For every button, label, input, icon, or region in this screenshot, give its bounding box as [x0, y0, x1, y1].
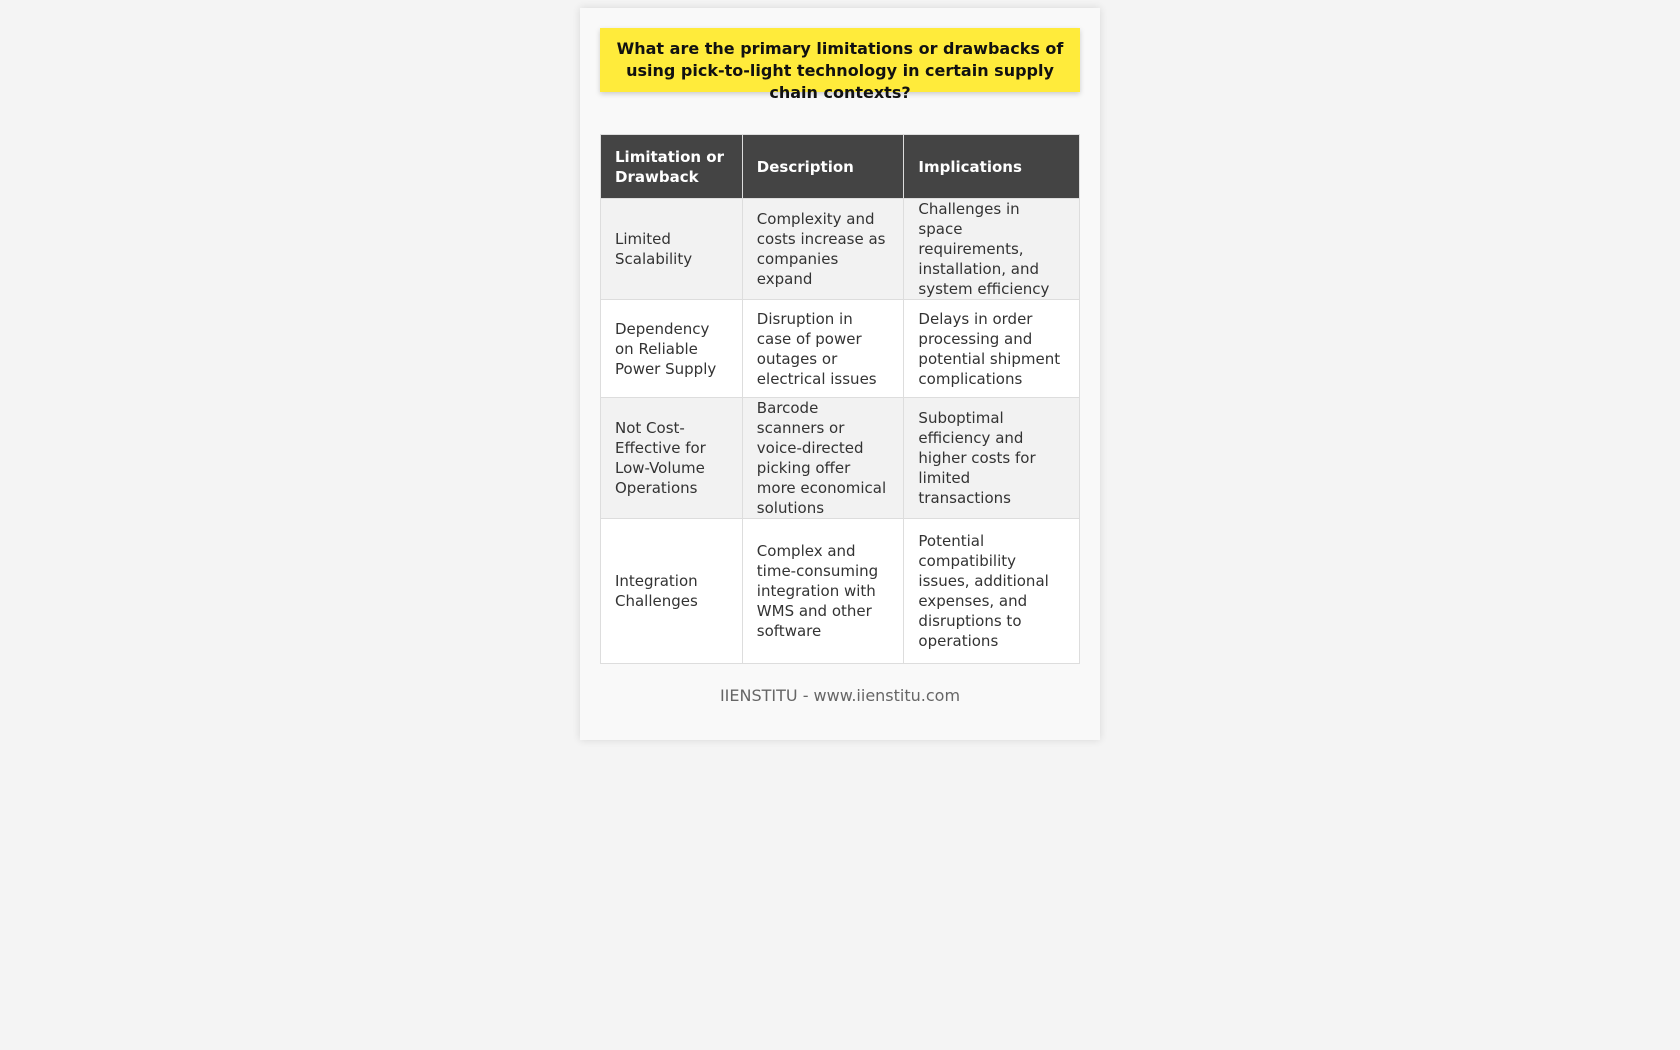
- question-heading: What are the primary limitations or drawbacks of using pick-to-light technology in certain supply chain contexts?: [600, 28, 1080, 92]
- description-cell: Disruption in case of power outages or electrical issues: [742, 300, 904, 398]
- implications-cell: Challenges in space requirements, installation, and system efficiency: [904, 199, 1080, 300]
- description-cell: Barcode scanners or voice-directed picking offer more economical solutions: [742, 398, 904, 519]
- limitation-cell: Limited Scalability: [601, 199, 743, 300]
- table-row: [601, 199, 1080, 300]
- table-row: [601, 398, 1080, 519]
- description-cell: Complex and time-consuming integration with WMS and other software: [742, 519, 904, 664]
- limitation-cell: Integration Challenges: [601, 519, 743, 664]
- limitation-cell: Not Cost-Effective for Low-Volume Operations: [601, 398, 743, 519]
- header-implications: Implications: [904, 135, 1080, 199]
- table-row: [601, 519, 1080, 664]
- header-description: Description: [742, 135, 904, 199]
- limitation-cell: Dependency on Reliable Power Supply: [601, 300, 743, 398]
- content-card: [580, 8, 1100, 740]
- implications-cell: Suboptimal efficiency and higher costs for limited transactions: [904, 398, 1080, 519]
- table-header-row: [601, 135, 1080, 199]
- limitations-table: [600, 134, 1080, 664]
- implications-cell: Potential compatibility issues, additional expenses, and disruptions to operations: [904, 519, 1080, 664]
- header-limitation: Limitation or Drawback: [601, 135, 743, 199]
- implications-cell: Delays in order processing and potential shipment complications: [904, 300, 1080, 398]
- footer-credit: IIENSTITU - www.iienstitu.com: [719, 686, 961, 705]
- description-cell: Complexity and costs increase as companies expand: [742, 199, 904, 300]
- table-row: [601, 300, 1080, 398]
